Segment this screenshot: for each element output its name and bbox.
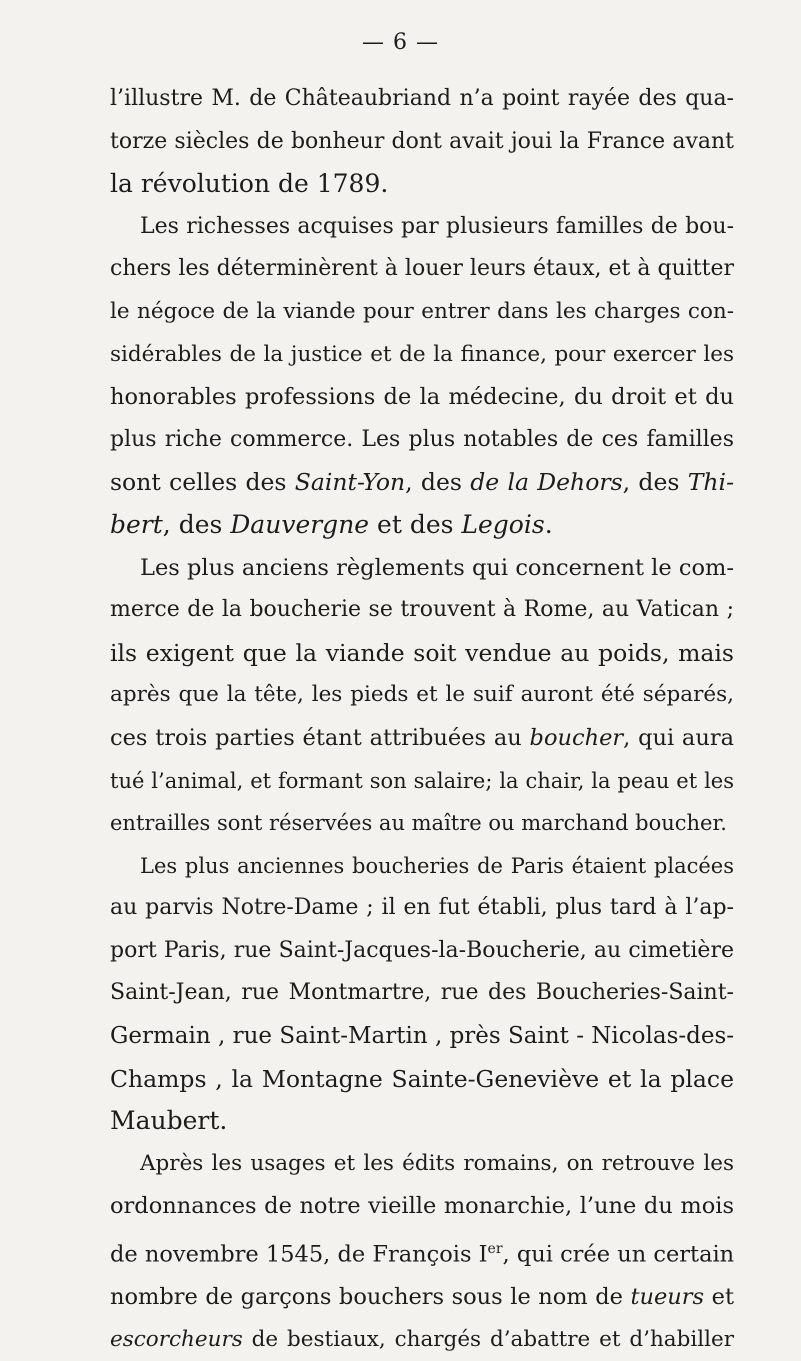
text-line: Germain , rue Saint-Martin , près Saint - Nicolas-des- bbox=[110, 1023, 735, 1050]
text-line: sidérables de la justice et de la finance, pour exercer les bbox=[110, 341, 734, 367]
text-line: Les richesses acquises par plusieurs familles de bou- bbox=[140, 213, 734, 239]
text-line: le négoce de la viande pour entrer dans les charges con- bbox=[110, 298, 734, 324]
text-line: escorcheurs de bestiaux, chargés d’abattre et d’habiller bbox=[110, 1326, 734, 1352]
text-line: au parvis Notre-Dame ; il en fut établi, plus tard à l’ap- bbox=[110, 895, 734, 921]
text-line: Les plus anciens règlements qui concernent le com- bbox=[140, 554, 734, 581]
text-line: entrailles sont réservées au maître ou marchand boucher. bbox=[110, 811, 727, 836]
text-line: nombre de garçons bouchers sous le nom de tueurs et bbox=[110, 1284, 734, 1311]
text-line: Après les usages et les édits romains, on retrouve les bbox=[140, 1150, 734, 1176]
text-line: ordonnances de notre vieille monarchie, l’une du mois bbox=[110, 1193, 734, 1220]
page-number: — 6 — bbox=[362, 30, 439, 55]
text-line: l’illustre M. de Châteaubriand n’a point rayée des qua- bbox=[110, 86, 734, 111]
text-line: ces trois parties étant attribuées au boucher, qui aura bbox=[110, 724, 735, 751]
text-line: sont celles des Saint-Yon, des de la Dehors, des Thi- bbox=[110, 468, 735, 497]
text-line: chers les déterminèrent à louer leurs étaux, et à quitter bbox=[110, 256, 734, 282]
text-line: Champs , la Montagne Sainte-Geneviève et la place bbox=[110, 1064, 734, 1093]
text-line: bert, des Dauvergne et des Legois. bbox=[110, 509, 553, 539]
text-line: Saint-Jean, rue Montmartre, rue des Boucheries-Saint- bbox=[110, 980, 734, 1006]
text-line: plus riche commerce. Les plus notables de ces familles bbox=[110, 426, 734, 452]
text-line: honorables professions de la médecine, du droit et du bbox=[110, 384, 734, 411]
text-line: de novembre 1545, de François Ier, qui crée un certain bbox=[110, 1241, 735, 1268]
text-line: tué l’animal, et formant son salaire; la chair, la peau et les bbox=[110, 768, 734, 793]
text-line: Maubert. bbox=[110, 1106, 228, 1136]
text-line: Les plus anciennes boucheries de Paris étaient placées bbox=[140, 853, 734, 878]
text-line: après que la tête, les pieds et le suif auront été séparés, bbox=[110, 682, 734, 708]
text-line: merce de la boucherie se trouvent à Rome, au Vatican ; bbox=[110, 597, 734, 623]
text-line: la révolution de 1789. bbox=[110, 169, 389, 199]
body-text bbox=[110, 78, 734, 1361]
text-line: ils exigent que la viande soit vendue au poids, mais bbox=[110, 638, 734, 667]
text-line: torze siècles de bonheur dont avait joui la France avant bbox=[110, 128, 734, 154]
text-line: port Paris, rue Saint-Jacques-la-Boucherie, au cimetière bbox=[110, 937, 734, 963]
